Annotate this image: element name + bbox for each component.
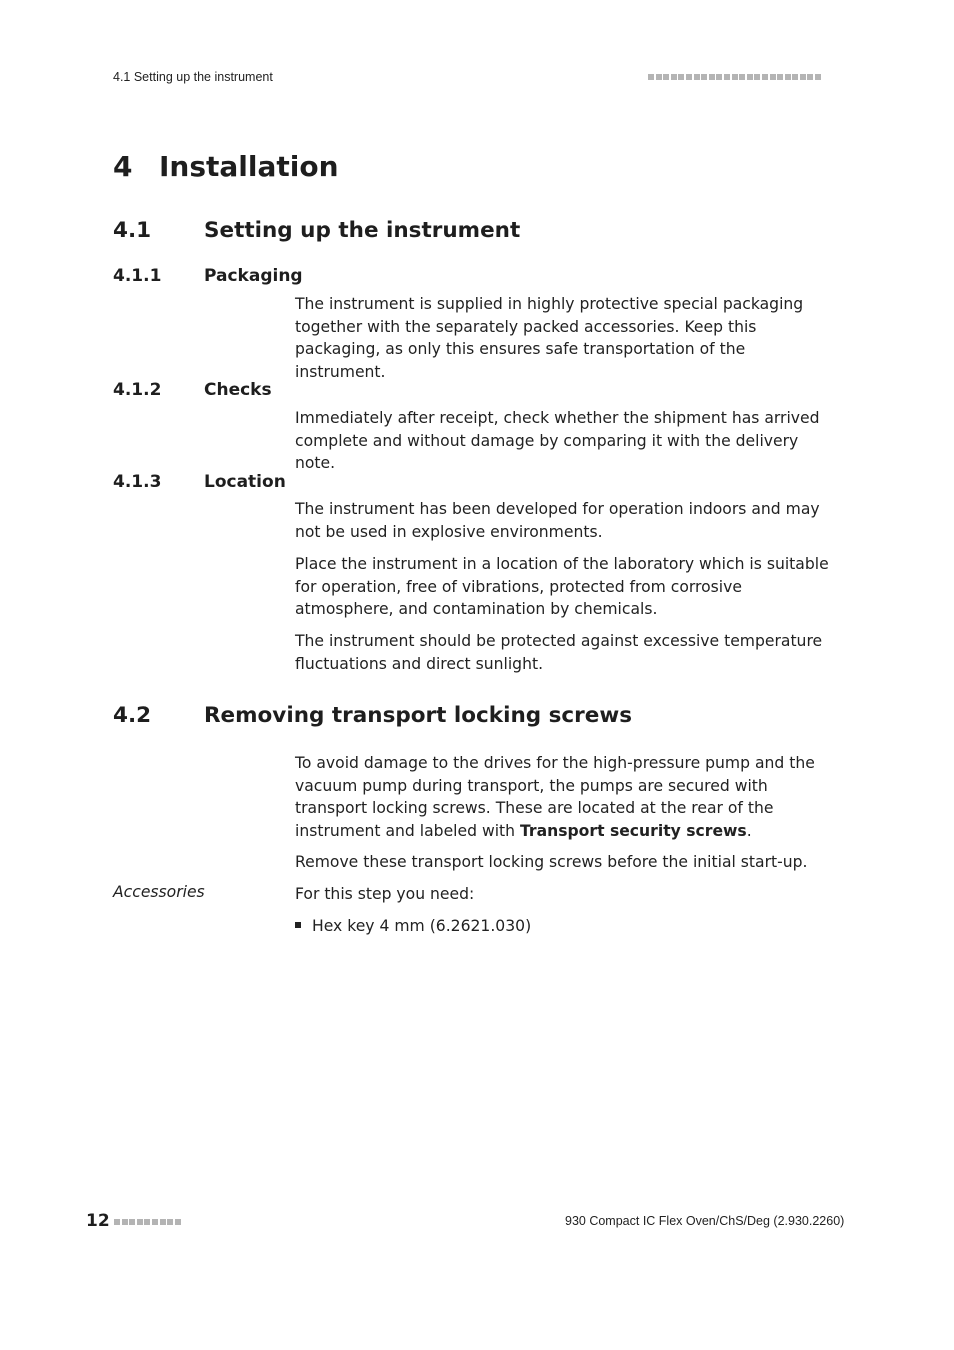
- list-item: [295, 915, 531, 938]
- accessories-intro: For this step you need:: [295, 885, 475, 903]
- section-title: Location: [204, 472, 286, 492]
- section-title: Packaging: [204, 266, 303, 286]
- section-number: 4.1.1: [113, 266, 162, 286]
- footer-product-title: 930 Compact IC Flex Oven/ChS/Deg (2.930.2260): [565, 1214, 845, 1228]
- location-paragraph-2: Place the instrument in a location of the laboratory which is suitable for operation, free of vibrations, protected from corrosive atmosphere, and contamination by chemicals.: [295, 555, 829, 618]
- packaging-paragraph: The instrument is supplied in highly protective special packaging together with the separately packed accessories. Keep this packaging, as only this ensures safe transportation of the instrument.: [295, 295, 804, 381]
- chapter-title-text: Installation: [159, 150, 339, 183]
- bullet-square-icon: [295, 922, 301, 928]
- section-number: 4.1: [113, 218, 152, 243]
- list-item-text: Hex key 4 mm (6.2621.030): [312, 917, 532, 935]
- location-paragraph-3: The instrument should be protected against excessive temperature fluctuations and direct sunlight.: [295, 632, 823, 673]
- footer-ornament: [114, 1219, 181, 1225]
- intro-text-end: .: [746, 821, 752, 840]
- section-title: Removing transport locking screws: [204, 703, 633, 728]
- chapter-title: [113, 150, 339, 183]
- running-header: 4.1 Setting up the instrument: [113, 70, 273, 84]
- remove-screws-paragraph: Remove these transport locking screws before the initial start-up.: [295, 853, 808, 871]
- section-title: Checks: [204, 380, 272, 400]
- location-paragraph-1: The instrument has been developed for operation indoors and may not be used in explosive environments.: [295, 500, 820, 541]
- chapter-number: 4: [113, 150, 133, 183]
- intro-text: To avoid damage to the drives for the high-pressure pump and the vacuum pump during transport, the pumps are secured with transport locking screws. These are located at the rear of the instrument and labeled with: [295, 754, 815, 840]
- section-number: 4.1.2: [113, 380, 162, 400]
- section-number: 4.2: [113, 703, 152, 728]
- accessories-label: Accessories: [113, 883, 205, 901]
- header-ornament: [648, 74, 821, 80]
- section-number: 4.1.3: [113, 472, 162, 492]
- section-title: Setting up the instrument: [204, 218, 521, 243]
- transport-screws-paragraph: [295, 752, 835, 842]
- checks-paragraph: Immediately after receipt, check whether the shipment has arrived complete and without damage by comparing it with the delivery note.: [295, 409, 820, 472]
- page-number: 12: [86, 1211, 110, 1231]
- label-transport-security-screws: Transport security screws: [519, 821, 747, 840]
